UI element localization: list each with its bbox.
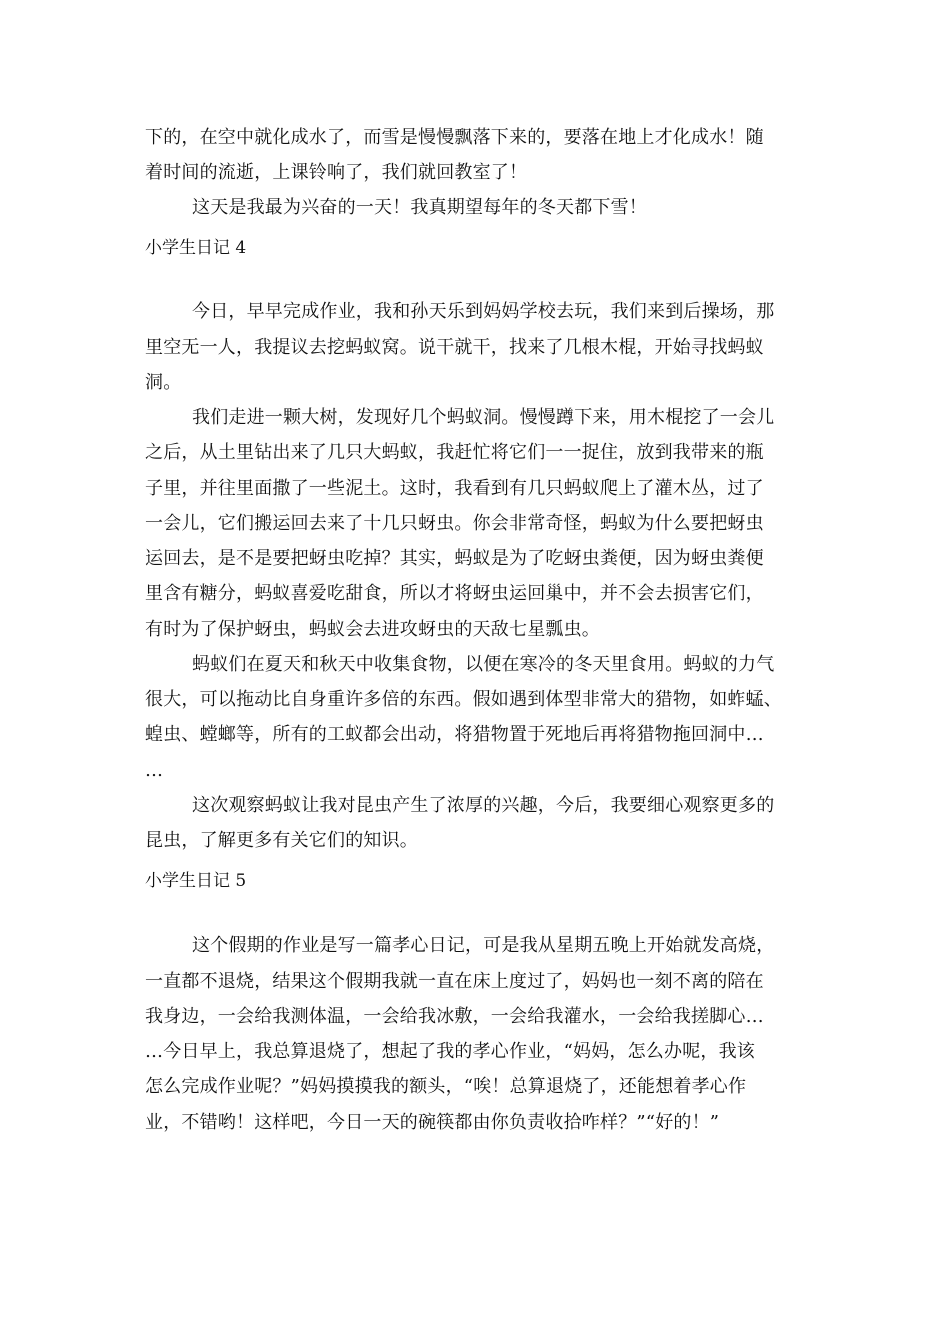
section-title: 小学生日记 4: [145, 238, 247, 258]
paragraph-line: 着时间的流逝，上课铃响了，我们就回教室了！: [145, 162, 528, 183]
paragraph-line: 蚂蚁们在夏天和秋天中收集食物，以便在寒冷的冬天里食用。蚂蚁的力气: [192, 654, 775, 675]
paragraph-line: 有时为了保护蚜虫，蚂蚁会去进攻蚜虫的天敌七星瓢虫。: [145, 619, 600, 640]
paragraph-line: 洞。: [145, 372, 182, 393]
section-title: 小学生日记 5: [145, 871, 247, 891]
paragraph-line: 之后，从土里钻出来了几只大蚂蚁，我赶忙将它们一一捉住，放到我带来的瓶: [145, 442, 764, 463]
paragraph-line: 这天是我最为兴奋的一天！我真期望每年的冬天都下雪！: [192, 197, 647, 218]
paragraph-line: 下的，在空中就化成水了，而雪是慢慢飘落下来的，要落在地上才化成水！随: [145, 127, 764, 148]
paragraph-line: 里含有糖分，蚂蚁喜爱吃甜食，所以才将蚜虫运回巢中，并不会去损害它们，: [145, 583, 764, 604]
paragraph-line: 昆虫，了解更多有关它们的知识。: [145, 830, 418, 851]
paragraph-line: 一会儿，它们搬运回去来了十几只蚜虫。你会非常奇怪，蚂蚁为什么要把蚜虫: [145, 513, 764, 534]
paragraph-line: 蝗虫、螳螂等，所有的工蚁都会出动，将猎物置于死地后再将猎物拖回洞中…: [145, 724, 764, 745]
paragraph-line: 我身边，一会给我测体温，一会给我冰敷，一会给我灌水，一会给我搓脚心…: [145, 1006, 764, 1027]
paragraph-line: 子里，并往里面撒了一些泥土。这时，我看到有几只蚂蚁爬上了灌木丛，过了: [145, 478, 764, 499]
paragraph-line: 运回去，是不是要把蚜虫吃掉？其实，蚂蚁是为了吃蚜虫粪便，因为蚜虫粪便: [145, 548, 764, 569]
paragraph-line: 这次观察蚂蚁让我对昆虫产生了浓厚的兴趣，今后，我要细心观察更多的: [192, 795, 775, 816]
paragraph-line: …今日早上，我总算退烧了，想起了我的孝心作业，“妈妈，怎么办呢，我该: [145, 1041, 755, 1062]
paragraph-line: 怎么完成作业呢？”妈妈摸摸我的额头，“唉！总算退烧了，还能想着孝心作: [145, 1076, 747, 1097]
paragraph-line: 一直都不退烧，结果这个假期我就一直在床上度过了，妈妈也一刻不离的陪在: [145, 971, 764, 992]
paragraph-line: 业，不错哟！这样吧，今日一天的碗筷都由你负责收拾咋样？”“好的！”: [145, 1112, 720, 1133]
paragraph-line: 很大，可以拖动比自身重许多倍的东西。假如遇到体型非常大的猎物，如蚱蜢、: [145, 689, 782, 710]
paragraph-line: 今日，早早完成作业，我和孙天乐到妈妈学校去玩，我们来到后操场，那: [192, 301, 775, 322]
paragraph-line: …: [145, 760, 164, 781]
paragraph-line: 这个假期的作业是写一篇孝心日记，可是我从星期五晚上开始就发高烧，: [192, 935, 775, 956]
paragraph-line: 我们走进一颗大树，发现好几个蚂蚁洞。慢慢蹲下来，用木棍挖了一会儿: [192, 407, 775, 428]
paragraph-line: 里空无一人，我提议去挖蚂蚁窝。说干就干，找来了几根木棍，开始寻找蚂蚁: [145, 337, 764, 358]
